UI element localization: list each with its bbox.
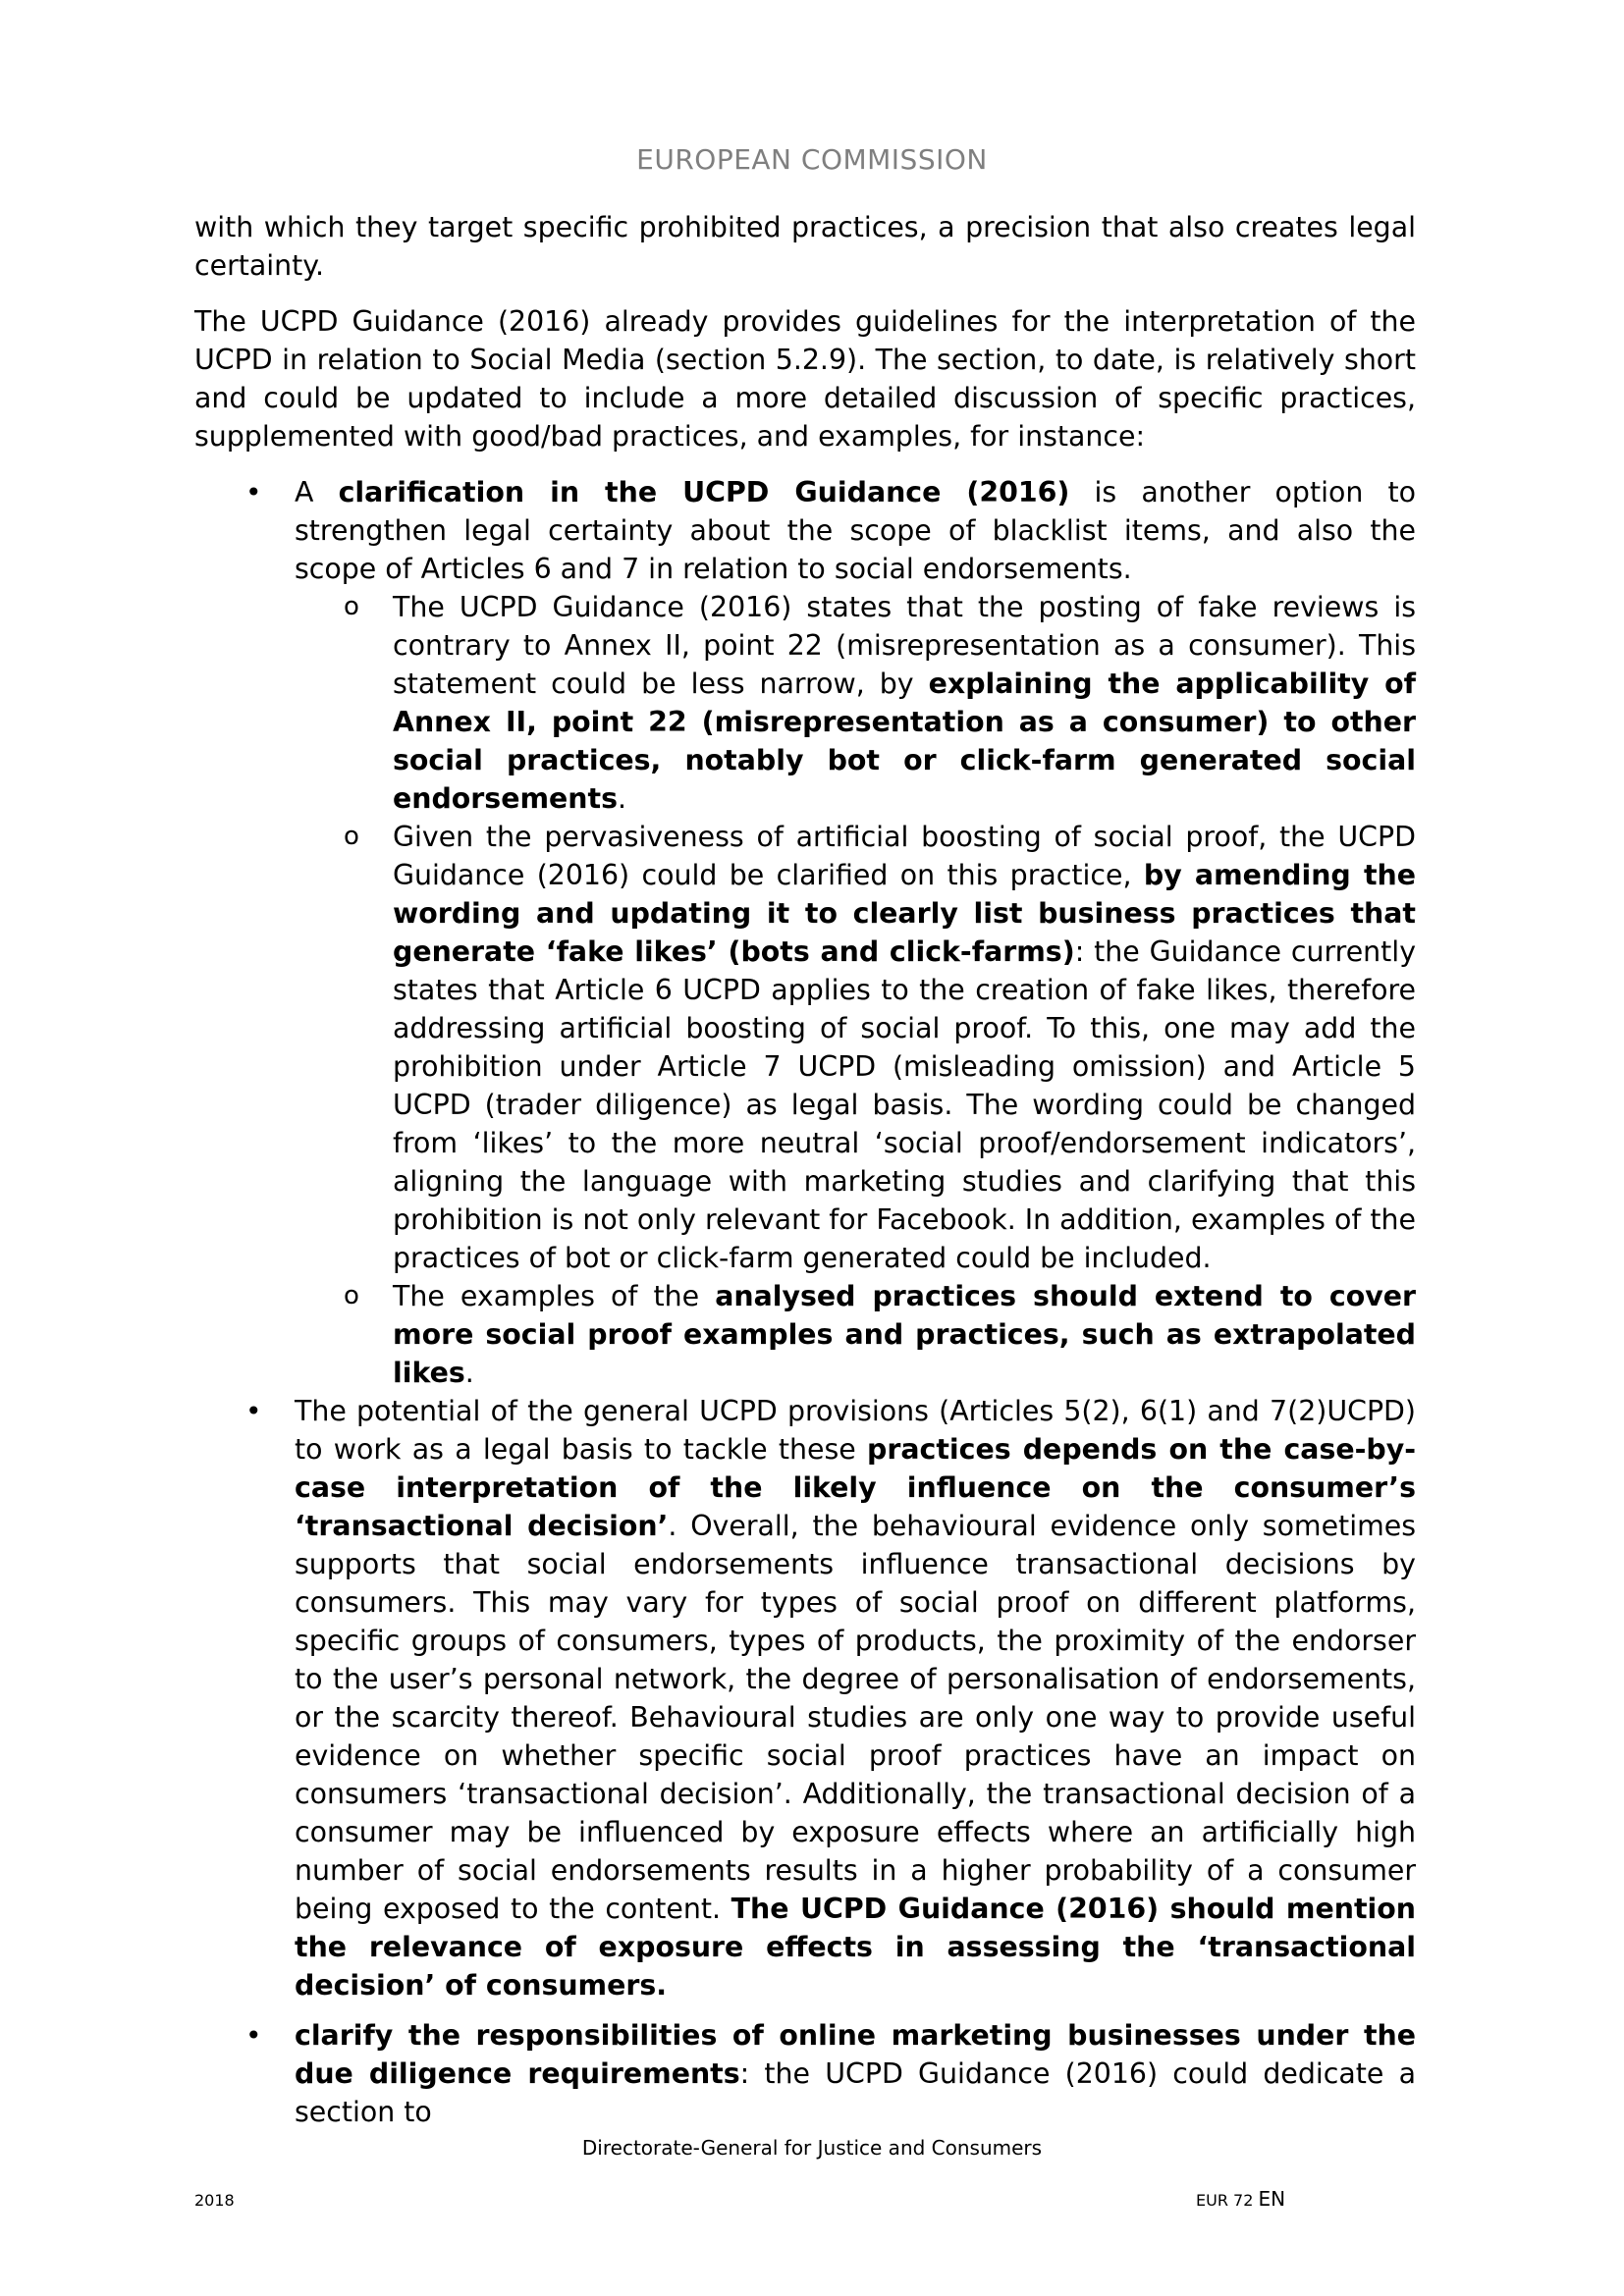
bullet-icon: • [245, 2019, 262, 2052]
sub-bullet-icon: o [344, 1281, 359, 1310]
footer-year: 2018 [194, 2191, 235, 2210]
list-item-text: The potential of the general UCPD provisions (Articles 5(2), 6(1) and 7(2)UCPD) to work as a legal basis to tackle these practices depends on the case-by-case interpretation of the likely influence on the consumer’s ‘transactional decision’. Overall, the behavioural evidence only sometimes supports that social endorsements influence transactional decisions by consumers. This may vary for types of social proof on different platforms, specific groups of consumers, types of products, the proximity of the endorser to the user’s personal network, the degree of personalisation of endorsements, or the scarcity thereof. Behavioural studies are only one way to provide useful evidence on whether specific social proof practices have an impact on consumers ‘transactional decision’. Additionally, the transactional decision of a consumer may be influenced by exposure effects where an artificially high number of social endorsements results in a higher probability of a consumer being exposed to the content. The UCPD Guidance (2016) should mention the relevance of exposure effects in assessing the ‘transactional decision’ of consumers. [295, 1395, 1416, 2002]
sub-list-item-text: Given the pervasiveness of artificial boosting of social proof, the UCPD Guidance (2016) could be clarified on this practice, by amending the wording and updating it to clearly list business practices that generate ‘fake likes’ (bots and click-farms): the Guidance currently states that Article 6 UCPD applies to the creation of fake likes, therefore addressing artificial boosting of social proof. To this, one may add the prohibition under Article 7 UCPD (misleading omission) and Article 5 UCPD (trader diligence) as legal basis. The wording could be changed from ‘likes’ to the more neutral ‘social proof/endorsement indicators’, aligning the language with marketing studies and clarifying that this prohibition is not only relevant for Facebook. In addition, examples of the practices of bot or click-farm generated could be included. [393, 821, 1416, 1274]
footer-eur-code: EUR 72 [1196, 2191, 1254, 2210]
footer-lang: EN [1258, 2187, 1286, 2211]
footer-directorate: Directorate-General for Justice and Consumers [581, 2136, 1043, 2160]
list-item [194, 2016, 1416, 2131]
sub-bullet-list [295, 588, 1416, 1392]
main-content [194, 208, 1416, 2131]
list-item-text: clarify the responsibilities of online marketing businesses under the due diligence requirements: the UCPD Guidance (2016) could dedicate a section to [295, 2019, 1416, 2128]
sub-list-item [295, 818, 1416, 1277]
list-item [194, 1392, 1416, 2004]
bullet-list [194, 473, 1416, 2131]
bullet-icon: • [245, 476, 262, 508]
bullet-icon: • [245, 1395, 262, 1427]
list-item-text: A clarification in the UCPD Guidance (2016) is another option to strengthen legal certainty about the scope of blacklist items, and also the scope of Articles 6 and 7 in relation to social endorsements. [295, 476, 1416, 585]
footer-code [1196, 2187, 1285, 2211]
sub-list-item-text: The UCPD Guidance (2016) states that the posting of fake reviews is contrary to Annex II, point 22 (misrepresentation as a consumer). This statement could be less narrow, by explaining the applicability of Annex II, point 22 (misrepresentation as a consumer) to other social practices, notably bot or click-farm generated social endorsements. [393, 591, 1416, 815]
paragraph-2: The UCPD Guidance (2016) already provides guidelines for the interpretation of the UCPD in relation to Social Media (section 5.2.9). The section, to date, is relatively short and could be updated to include a more detailed discussion of specific practices, supplemented with good/bad practices, and examples, for instance: [194, 305, 1416, 453]
sub-bullet-icon: o [344, 822, 359, 851]
sub-bullet-icon: o [344, 592, 359, 621]
paragraph-1: with which they target specific prohibited practices, a precision that also creates legal certainty. [194, 211, 1416, 282]
page-header: EUROPEAN COMMISSION [636, 143, 988, 176]
list-item [194, 473, 1416, 1392]
sub-list-item [295, 1277, 1416, 1392]
sub-list-item [295, 588, 1416, 818]
sub-list-item-text: The examples of the analysed practices should extend to cover more social proof examples and practices, such as extrapolated likes. [393, 1280, 1416, 1389]
